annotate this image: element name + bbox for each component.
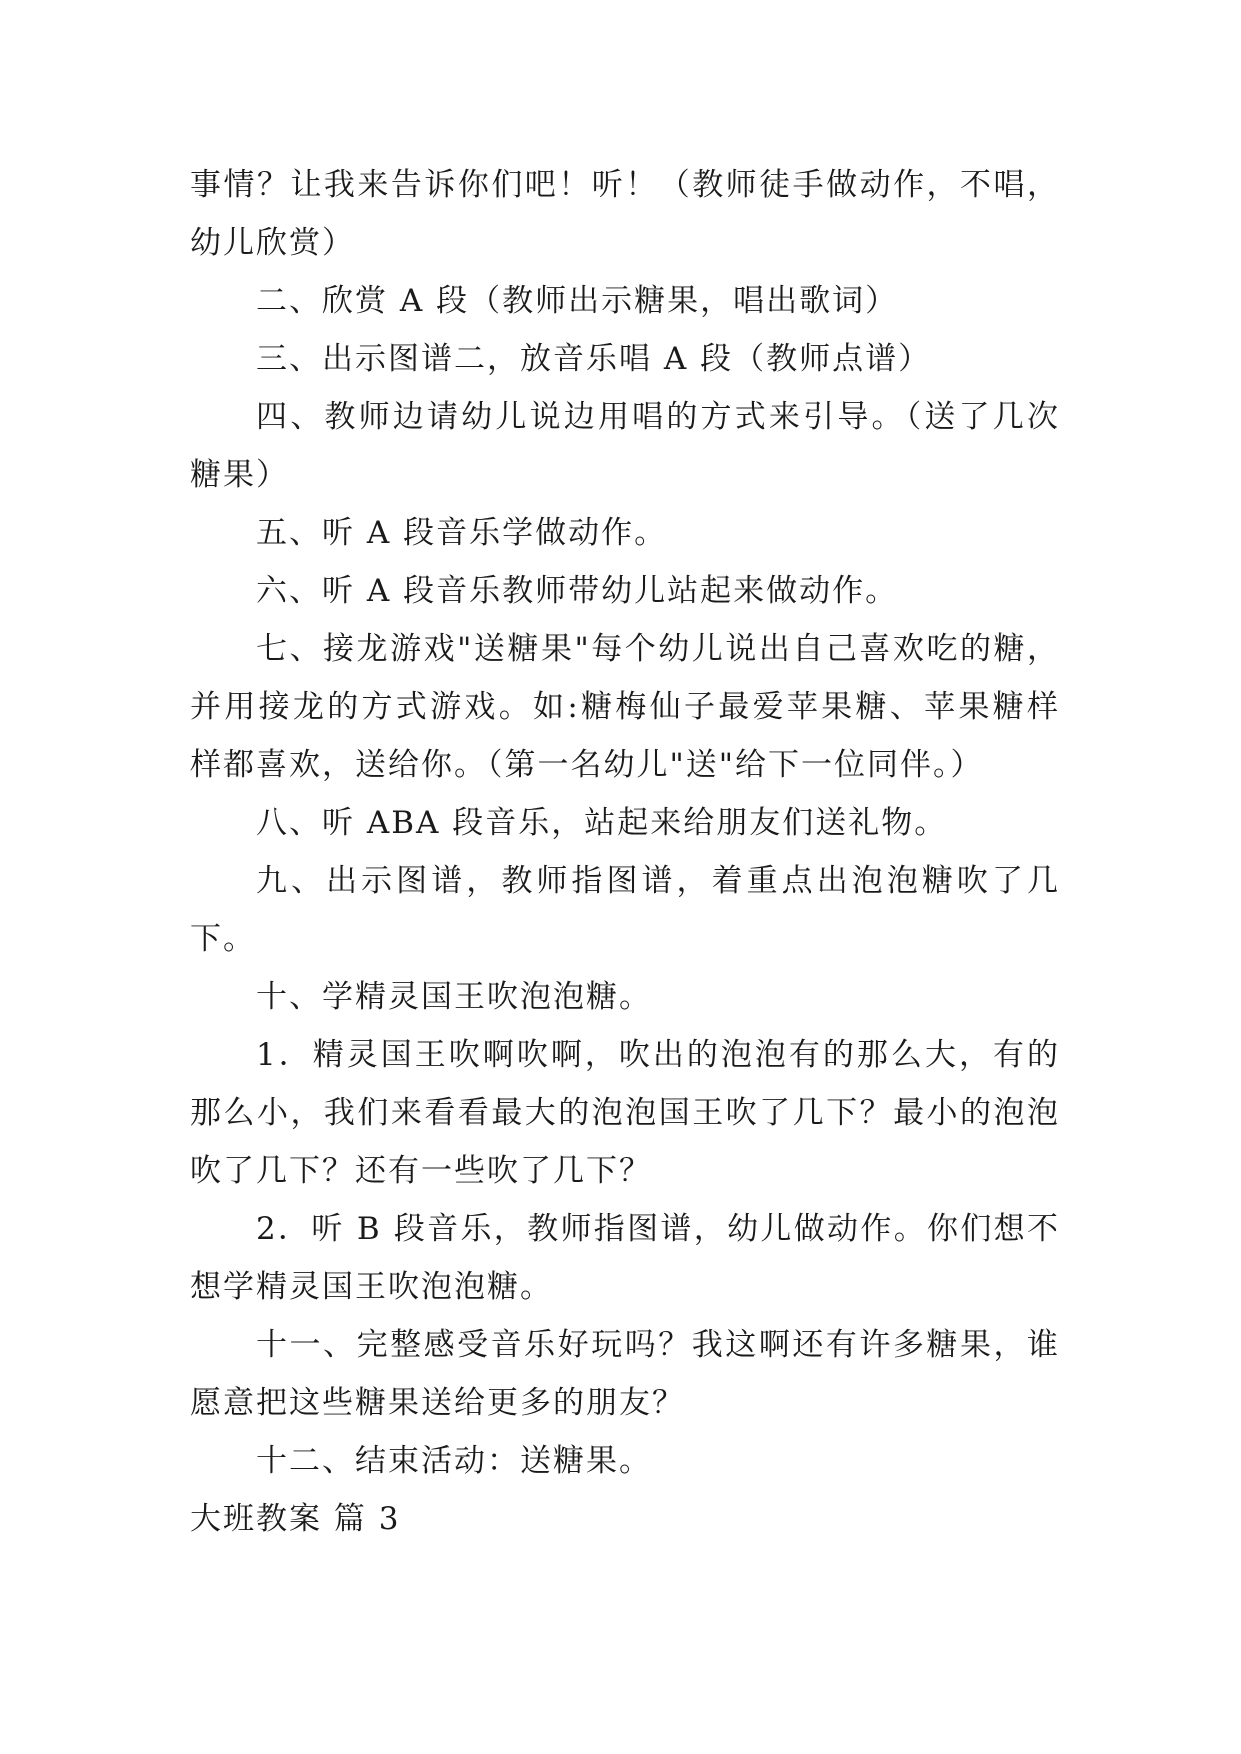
paragraph: 四、教师边请幼儿说边用唱的方式来引导。（送了几次糖果） (190, 399, 1060, 493)
paragraph: 2．听 B 段音乐，教师指图谱，幼儿做动作。你们想不想学精灵国王吹泡泡糖。 (190, 1211, 1060, 1305)
paragraph: 八、听 ABA 段音乐，站起来给朋友们送礼物。 (256, 805, 948, 841)
paragraph: 二、欣赏 A 段（教师出示糖果，唱出歌词） (256, 283, 899, 319)
paragraph: 六、听 A 段音乐教师带幼儿站起来做动作。 (256, 573, 899, 609)
paragraph: 1．精灵国王吹啊吹啊，吹出的泡泡有的那么大，有的那么小，我们来看看最大的泡泡国王吹了几下？最小的泡泡吹了几下？还有一些吹了几下？ (190, 1037, 1060, 1189)
paragraph: 十一、完整感受音乐好玩吗？我这啊还有许多糖果，谁愿意把这些糖果送给更多的朋友？ (190, 1327, 1060, 1421)
document-body (190, 156, 1060, 1490)
paragraph: 三、出示图谱二，放音乐唱 A 段（教师点谱） (256, 341, 932, 377)
paragraph: 十二、结束活动：送糖果。 (256, 1443, 652, 1479)
paragraph: 七、接龙游戏"送糖果"每个幼儿说出自己喜欢吃的糖，并用接龙的方式游戏。如:糖梅仙子最爱苹果糖、苹果糖样样都喜欢，送给你。（第一名幼儿"送"给下一位同伴。） (190, 631, 1060, 783)
paragraph: 九、出示图谱，教师指图谱，着重点出泡泡糖吹了几下。 (190, 863, 1060, 957)
section-title: 大班教案 篇 3 (190, 1501, 401, 1537)
paragraph: 十、学精灵国王吹泡泡糖。 (256, 979, 652, 1015)
paragraph: 五、听 A 段音乐学做动作。 (256, 515, 668, 551)
paragraph: 事情？让我来告诉你们吧！听！（教师徒手做动作，不唱，幼儿欣赏） (190, 167, 1060, 261)
